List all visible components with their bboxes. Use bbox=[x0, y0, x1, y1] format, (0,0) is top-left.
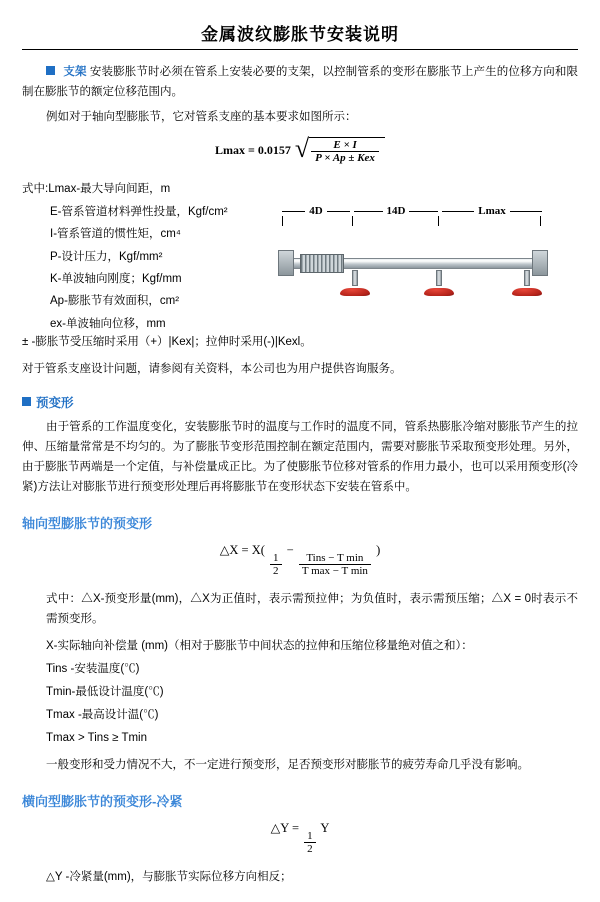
axial-formula-fraction-temp bbox=[299, 552, 371, 577]
lateral-formula-fraction-half bbox=[304, 830, 316, 855]
lmax-numerator: E × I bbox=[333, 139, 357, 152]
legend-item: Ap-膨胀节有效面积，cm² bbox=[50, 295, 180, 308]
section-heading-predeform-label: 预变形 bbox=[36, 395, 74, 410]
bracket-paragraph-1-text: 安装膨胀节时必须在管系上安装必要的支架，以控制管系的变形在膨胀节上产生的位移方向和限制在膨胀节的额定位移范围内。 bbox=[22, 66, 578, 99]
bellows-expansion-joint bbox=[300, 254, 344, 273]
axial-note: 式中：△X-预变形量(mm)，△X为正值时，表示需预拉伸；为负值时，表示需预压缩；△X = 0时表示不需预变形。 bbox=[46, 593, 578, 626]
axial-frac1-denominator: 2 bbox=[270, 564, 282, 577]
blue-square-bullet-icon bbox=[46, 66, 55, 75]
lmax-formula bbox=[22, 134, 578, 165]
axial-variable-item: Tmax > Tins ≥ Tmin bbox=[46, 731, 147, 744]
legend-item: K-单波轴向刚度；Kgf/mm bbox=[50, 273, 182, 286]
axial-formula-rhs: ) bbox=[376, 543, 381, 558]
legend-item: I-管系管道的惯性矩，cm⁴ bbox=[50, 228, 181, 241]
axial-frac2-denominator: T max − T min bbox=[299, 564, 371, 577]
axial-variable-item: X-实际轴向补偿量 (mm)（相对于膨胀节中间状态的拉伸和压缩位移量绝对值之和）： bbox=[46, 639, 473, 652]
axial-variable-item: Tmin-最低设计温度(℃) bbox=[46, 685, 164, 698]
pipe-support bbox=[512, 270, 542, 296]
bracket-heading: 支架 bbox=[63, 66, 87, 78]
page-title: 金属波纹膨胀节安装说明 bbox=[201, 25, 399, 44]
bracket-paragraph-2: 例如对于轴向型膨胀节，它对管系支座的基本要求如图所示： bbox=[46, 111, 357, 124]
pipe-support bbox=[340, 270, 370, 296]
axial-closing-note: 一般变形和受力情况不大，不一定进行预变形，足否预变形对膨胀节的疲劳寿命几乎没有影响。 bbox=[46, 758, 529, 771]
anchor-block bbox=[278, 250, 294, 276]
square-root-icon: √ $\frac{E \times I}{\text{P × Ap ± Kex}}$ bbox=[295, 137, 385, 164]
legend-item: ex-单波轴向位移，mm bbox=[50, 317, 166, 330]
pipe-support bbox=[424, 270, 454, 296]
dimension-4d-label: 4D bbox=[309, 205, 323, 218]
dimension-tick bbox=[282, 216, 283, 226]
axial-formula bbox=[22, 542, 578, 577]
section-heading-predeform bbox=[22, 393, 578, 411]
subsection-heading-axial: 轴向型膨胀节的预变形 bbox=[22, 516, 153, 532]
legend-item: 式中:Lmax-最大导向间距，m bbox=[22, 183, 171, 196]
lateral-formula-rhs: Y bbox=[320, 820, 330, 835]
axial-formula-fraction-half bbox=[270, 552, 282, 577]
pipe-assembly bbox=[278, 232, 548, 296]
axial-formula-minus: − bbox=[286, 543, 294, 558]
lateral-frac-denominator: 2 bbox=[304, 842, 316, 855]
axial-frac1-numerator: 1 bbox=[273, 552, 279, 565]
axial-variable-item: Tmax -最高设计温(℃) bbox=[46, 708, 159, 721]
dimension-4d bbox=[282, 202, 350, 220]
lmax-denominator: P × Ap ± Kex bbox=[311, 151, 379, 164]
bracket-paragraph-1 bbox=[22, 62, 578, 102]
dimension-row bbox=[278, 202, 548, 222]
blue-square-bullet-icon bbox=[22, 397, 31, 406]
lmax-formula-lhs: Lmax = 0.0157 bbox=[215, 143, 291, 158]
legend-and-diagram bbox=[22, 176, 578, 335]
dimension-14d-label: 14D bbox=[386, 205, 406, 218]
lateral-frac-numerator: 1 bbox=[307, 829, 313, 842]
bracket-footnote: 对于管系支座设计问题，请参阅有关资料，本公司也为用户提供咨询服务。 bbox=[22, 362, 402, 375]
predeform-paragraph: 由于管系的工作温度变化，安装膨胀节时的温度与工作时的温度不同，管系热膨胀冷缩对膨胀节产生的拉伸、压缩量常常是不均匀的。为了膨胀节变形范围控制在额定范围内，需要对膨胀节采取预变形处理。另外，由于膨胀节两端是一个定值，与补偿量成正比。为了使膨胀节位移对管系的作用力最小，也可以采用预变形(冷紧)方法让对膨胀节进行预变形处理后再将膨胀节在变形状态下安装在管系中。 bbox=[22, 420, 578, 494]
lateral-note: △Y -冷紧量(mm)，与膨胀节实际位移方向相反； bbox=[46, 870, 292, 883]
dimension-tick bbox=[540, 216, 541, 226]
subsection-heading-lateral: 横向型膨胀节的预变形-冷紧 bbox=[22, 793, 183, 809]
axial-variable-list bbox=[22, 635, 578, 750]
symbol-legend bbox=[22, 178, 270, 335]
axial-variable-item: Tins -安装温度(℃) bbox=[46, 662, 140, 675]
dimension-tick bbox=[438, 216, 439, 226]
dimension-lmax bbox=[442, 202, 542, 220]
dimension-tick bbox=[352, 216, 353, 226]
legend-item: P-设计压力，Kgf/mm² bbox=[50, 250, 163, 263]
dimension-lmax-label: Lmax bbox=[478, 205, 506, 218]
axial-formula-lhs: △X = X( bbox=[219, 543, 265, 558]
title-divider bbox=[22, 49, 578, 50]
pipe-support-diagram bbox=[278, 202, 548, 322]
lateral-formula-lhs: △Y = bbox=[270, 820, 300, 835]
lateral-formula bbox=[22, 820, 578, 855]
legend-item: E-管系管道材料弹性投量，Kgf/cm² bbox=[50, 205, 228, 218]
dimension-14d bbox=[354, 202, 438, 220]
legend-item-sign: ± -膨胀节受压缩时采用（+）|Kex|；拉伸时采用(-)|Kexl。 bbox=[22, 336, 312, 349]
axial-frac2-numerator: Tins − T min bbox=[306, 552, 364, 565]
